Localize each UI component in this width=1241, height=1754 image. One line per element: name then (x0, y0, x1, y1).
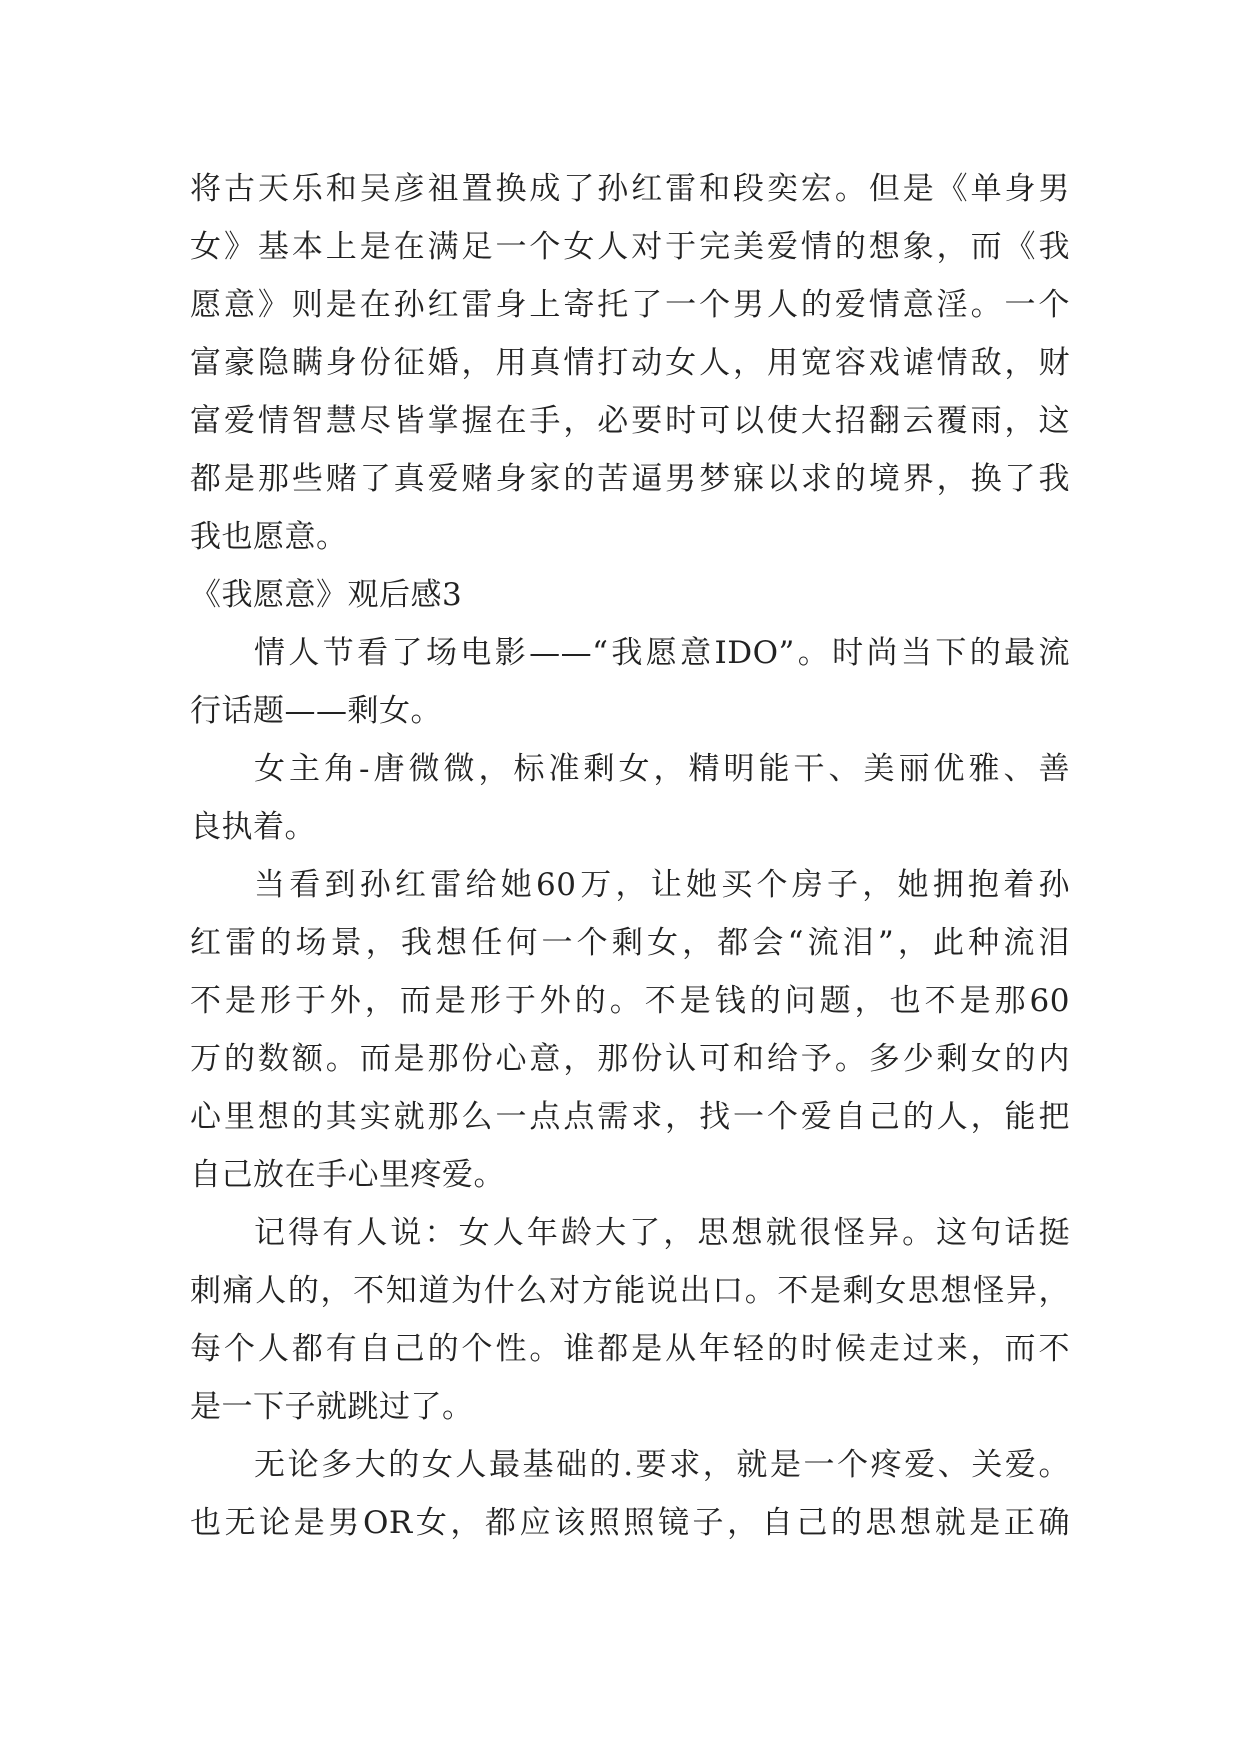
document-body (190, 160, 1070, 1552)
paragraph-4-line-1: 当看到孙红雷给她60万，让她买个房子，她拥抱着孙 (254, 867, 1070, 903)
paragraph-4-line-5: 心里想的其实就那么一点点需求，找一个爱自己的人，能把 (190, 1099, 1070, 1135)
paragraph-5-line-2: 刺痛人的，不知道为什么对方能说出口。不是剩女思想怪异， (190, 1273, 1070, 1309)
paragraph-1-line-3: 愿意》则是在孙红雷身上寄托了一个男人的爱情意淫。一个 (190, 287, 1070, 323)
paragraph-1-line-1: 将古天乐和吴彦祖置换成了孙红雷和段奕宏。但是《单身男 (190, 171, 1070, 207)
paragraph-1-line-2: 女》基本上是在满足一个女人对于完美爱情的想象，而《我 (190, 229, 1070, 265)
paragraph-4-line-2: 红雷的场景，我想任何一个剩女，都会“流泪”，此种流泪 (190, 925, 1070, 961)
paragraph-6-line-2: 也无论是男OR女，都应该照照镜子，自己的思想就是正确 (190, 1505, 1070, 1541)
paragraph-3-line-2: 良执着。 (190, 809, 316, 845)
paragraph-4-line-6: 自己放在手心里疼爱。 (190, 1157, 505, 1193)
paragraph-2-line-2: 行话题——剩女。 (190, 693, 442, 729)
paragraph-3-line-1: 女主角-唐微微，标准剩女，精明能干、美丽优雅、善 (254, 751, 1070, 787)
paragraph-1-line-7: 我也愿意。 (190, 519, 348, 555)
paragraph-2-line-1: 情人节看了场电影——“我愿意IDO”。时尚当下的最流 (254, 635, 1070, 671)
paragraph-1-line-5: 富爱情智慧尽皆掌握在手，必要时可以使大招翻云覆雨，这 (190, 403, 1070, 439)
paragraph-4-line-4: 万的数额。而是那份心意，那份认可和给予。多少剩女的内 (190, 1041, 1070, 1077)
section-heading: 《我愿意》观后感3 (190, 577, 463, 613)
paragraph-4-line-3: 不是形于外，而是形于外的。不是钱的问题，也不是那60 (190, 983, 1070, 1019)
paragraph-5-line-4: 是一下子就跳过了。 (190, 1389, 474, 1425)
paragraph-5-line-3: 每个人都有自己的个性。谁都是从年轻的时候走过来，而不 (190, 1331, 1070, 1367)
paragraph-1-line-4: 富豪隐瞒身份征婚，用真情打动女人，用宽容戏谑情敌，财 (190, 345, 1070, 381)
paragraph-6-line-1: 无论多大的女人最基础的.要求，就是一个疼爱、关爱。 (254, 1447, 1070, 1483)
paragraph-1-line-6: 都是那些赌了真爱赌身家的苦逼男梦寐以求的境界，换了我 (190, 461, 1070, 497)
paragraph-5-line-1: 记得有人说：女人年龄大了，思想就很怪异。这句话挺 (254, 1215, 1070, 1251)
